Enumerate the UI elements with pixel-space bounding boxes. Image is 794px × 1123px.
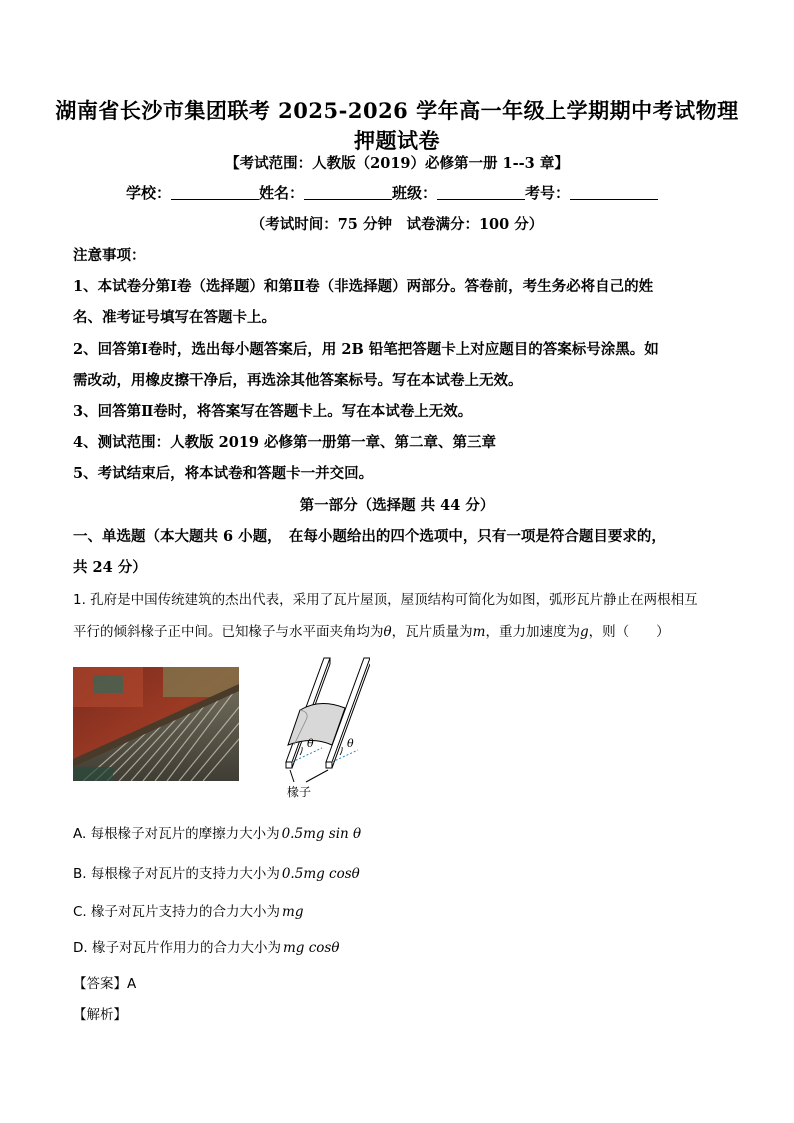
rafter-diagram <box>270 650 370 800</box>
notice-line: 5、考试结束后，将本试卷和答题卡一并交回。 <box>73 465 374 482</box>
exam-title-line2: 押题试卷 <box>354 128 440 153</box>
option-d <box>73 936 339 956</box>
class-blank <box>437 185 525 200</box>
exam-no-label: 考号： <box>525 184 571 202</box>
exam-title-line1: 湖南省长沙市集团联考 2025-2026 学年高一年级上学期期中考试物理 <box>55 98 739 123</box>
option-b <box>73 862 360 882</box>
angle-label-right: θ <box>347 737 354 750</box>
answer-label: 【答案】A <box>73 976 137 992</box>
option-c <box>73 900 303 920</box>
name-label: 姓名： <box>259 184 305 202</box>
roof-photo-image <box>73 667 239 781</box>
gravity-symbol: g <box>579 624 589 640</box>
stem-text: ，瓦片质量为 <box>391 624 473 640</box>
notice-line: 3、回答第Ⅱ卷时，将答案写在答题卡上。写在本试卷上无效。 <box>73 403 473 420</box>
option-b-text: B. 每根椽子对瓦片的支持力大小为 <box>73 866 280 882</box>
exam-time-info: （考试时间：75 分钟 试卷满分：100 分） <box>250 216 544 233</box>
section-title-line1: 一、单选题（本大题共 6 小题， 在每小题给出的四个选项中，只有一项是符合题目要求的， <box>73 528 666 545</box>
roof-photo <box>73 667 239 781</box>
stem-text: ，则（ ） <box>588 624 670 640</box>
stem-text: 平行的倾斜椽子正中间。已知椽子与水平面夹角均为 <box>73 624 384 640</box>
question-stem-line1: 1. 孔府是中国传统建筑的杰出代表，采用了瓦片屋顶，屋顶结构可简化为如图，弧形瓦片静止在两根相互 <box>73 592 698 608</box>
option-d-text: D. 椽子对瓦片作用力的合力大小为 <box>73 940 281 956</box>
option-b-expr: 0.5mg cosθ <box>281 866 360 882</box>
notice-line: 需改动，用橡皮擦干净后，再选涂其他答案标号。写在本试卷上无效。 <box>73 372 523 389</box>
school-label: 学校： <box>126 184 172 202</box>
exam-no-blank <box>570 185 658 200</box>
notice-line: 名、准考证号填写在答题卡上。 <box>73 309 276 326</box>
class-label: 班级： <box>392 184 438 202</box>
section-title-line2: 共 24 分） <box>73 559 147 576</box>
option-c-text: C. 椽子对瓦片支持力的合力大小为 <box>73 904 281 920</box>
student-info-line <box>126 182 658 203</box>
rafter-label: 椽子 <box>287 785 312 799</box>
stem-text: ，重力加速度为 <box>485 624 580 640</box>
notice-line: 1、本试卷分第Ⅰ卷（选择题）和第Ⅱ卷（非选择题）两部分。答卷前，考生务必将自己的姓 <box>73 278 654 295</box>
name-blank <box>304 185 392 200</box>
school-blank <box>171 185 259 200</box>
option-a <box>73 822 361 842</box>
option-d-expr: mg cosθ <box>282 940 340 956</box>
mass-symbol: m <box>472 624 486 640</box>
option-a-expr: 0.5mg sin θ <box>281 826 362 842</box>
notice-line: 4、测试范围：人教版 2019 必修第一册第一章、第二章、第三章 <box>73 434 497 451</box>
notice-line: 2、回答第Ⅰ卷时，选出每小题答案后，用 2B 铅笔把答题卡上对应题目的答案标号涂黑。如 <box>73 341 659 358</box>
option-c-expr: mg <box>282 904 304 920</box>
part-title: 第一部分（选择题 共 44 分） <box>299 497 495 514</box>
rafter-diagram-drawing <box>270 650 370 800</box>
notice-title: 注意事项： <box>73 247 146 264</box>
analysis-label: 【解析】 <box>73 1007 127 1023</box>
question-stem-line2 <box>73 620 670 640</box>
exam-scope: 【考试范围：人教版（2019）必修第一册 1--3 章】 <box>225 155 569 172</box>
option-a-text: A. 每根椽子对瓦片的摩擦力大小为 <box>73 826 280 842</box>
theta-symbol: θ <box>383 624 392 640</box>
angle-label-left: θ <box>307 737 314 750</box>
